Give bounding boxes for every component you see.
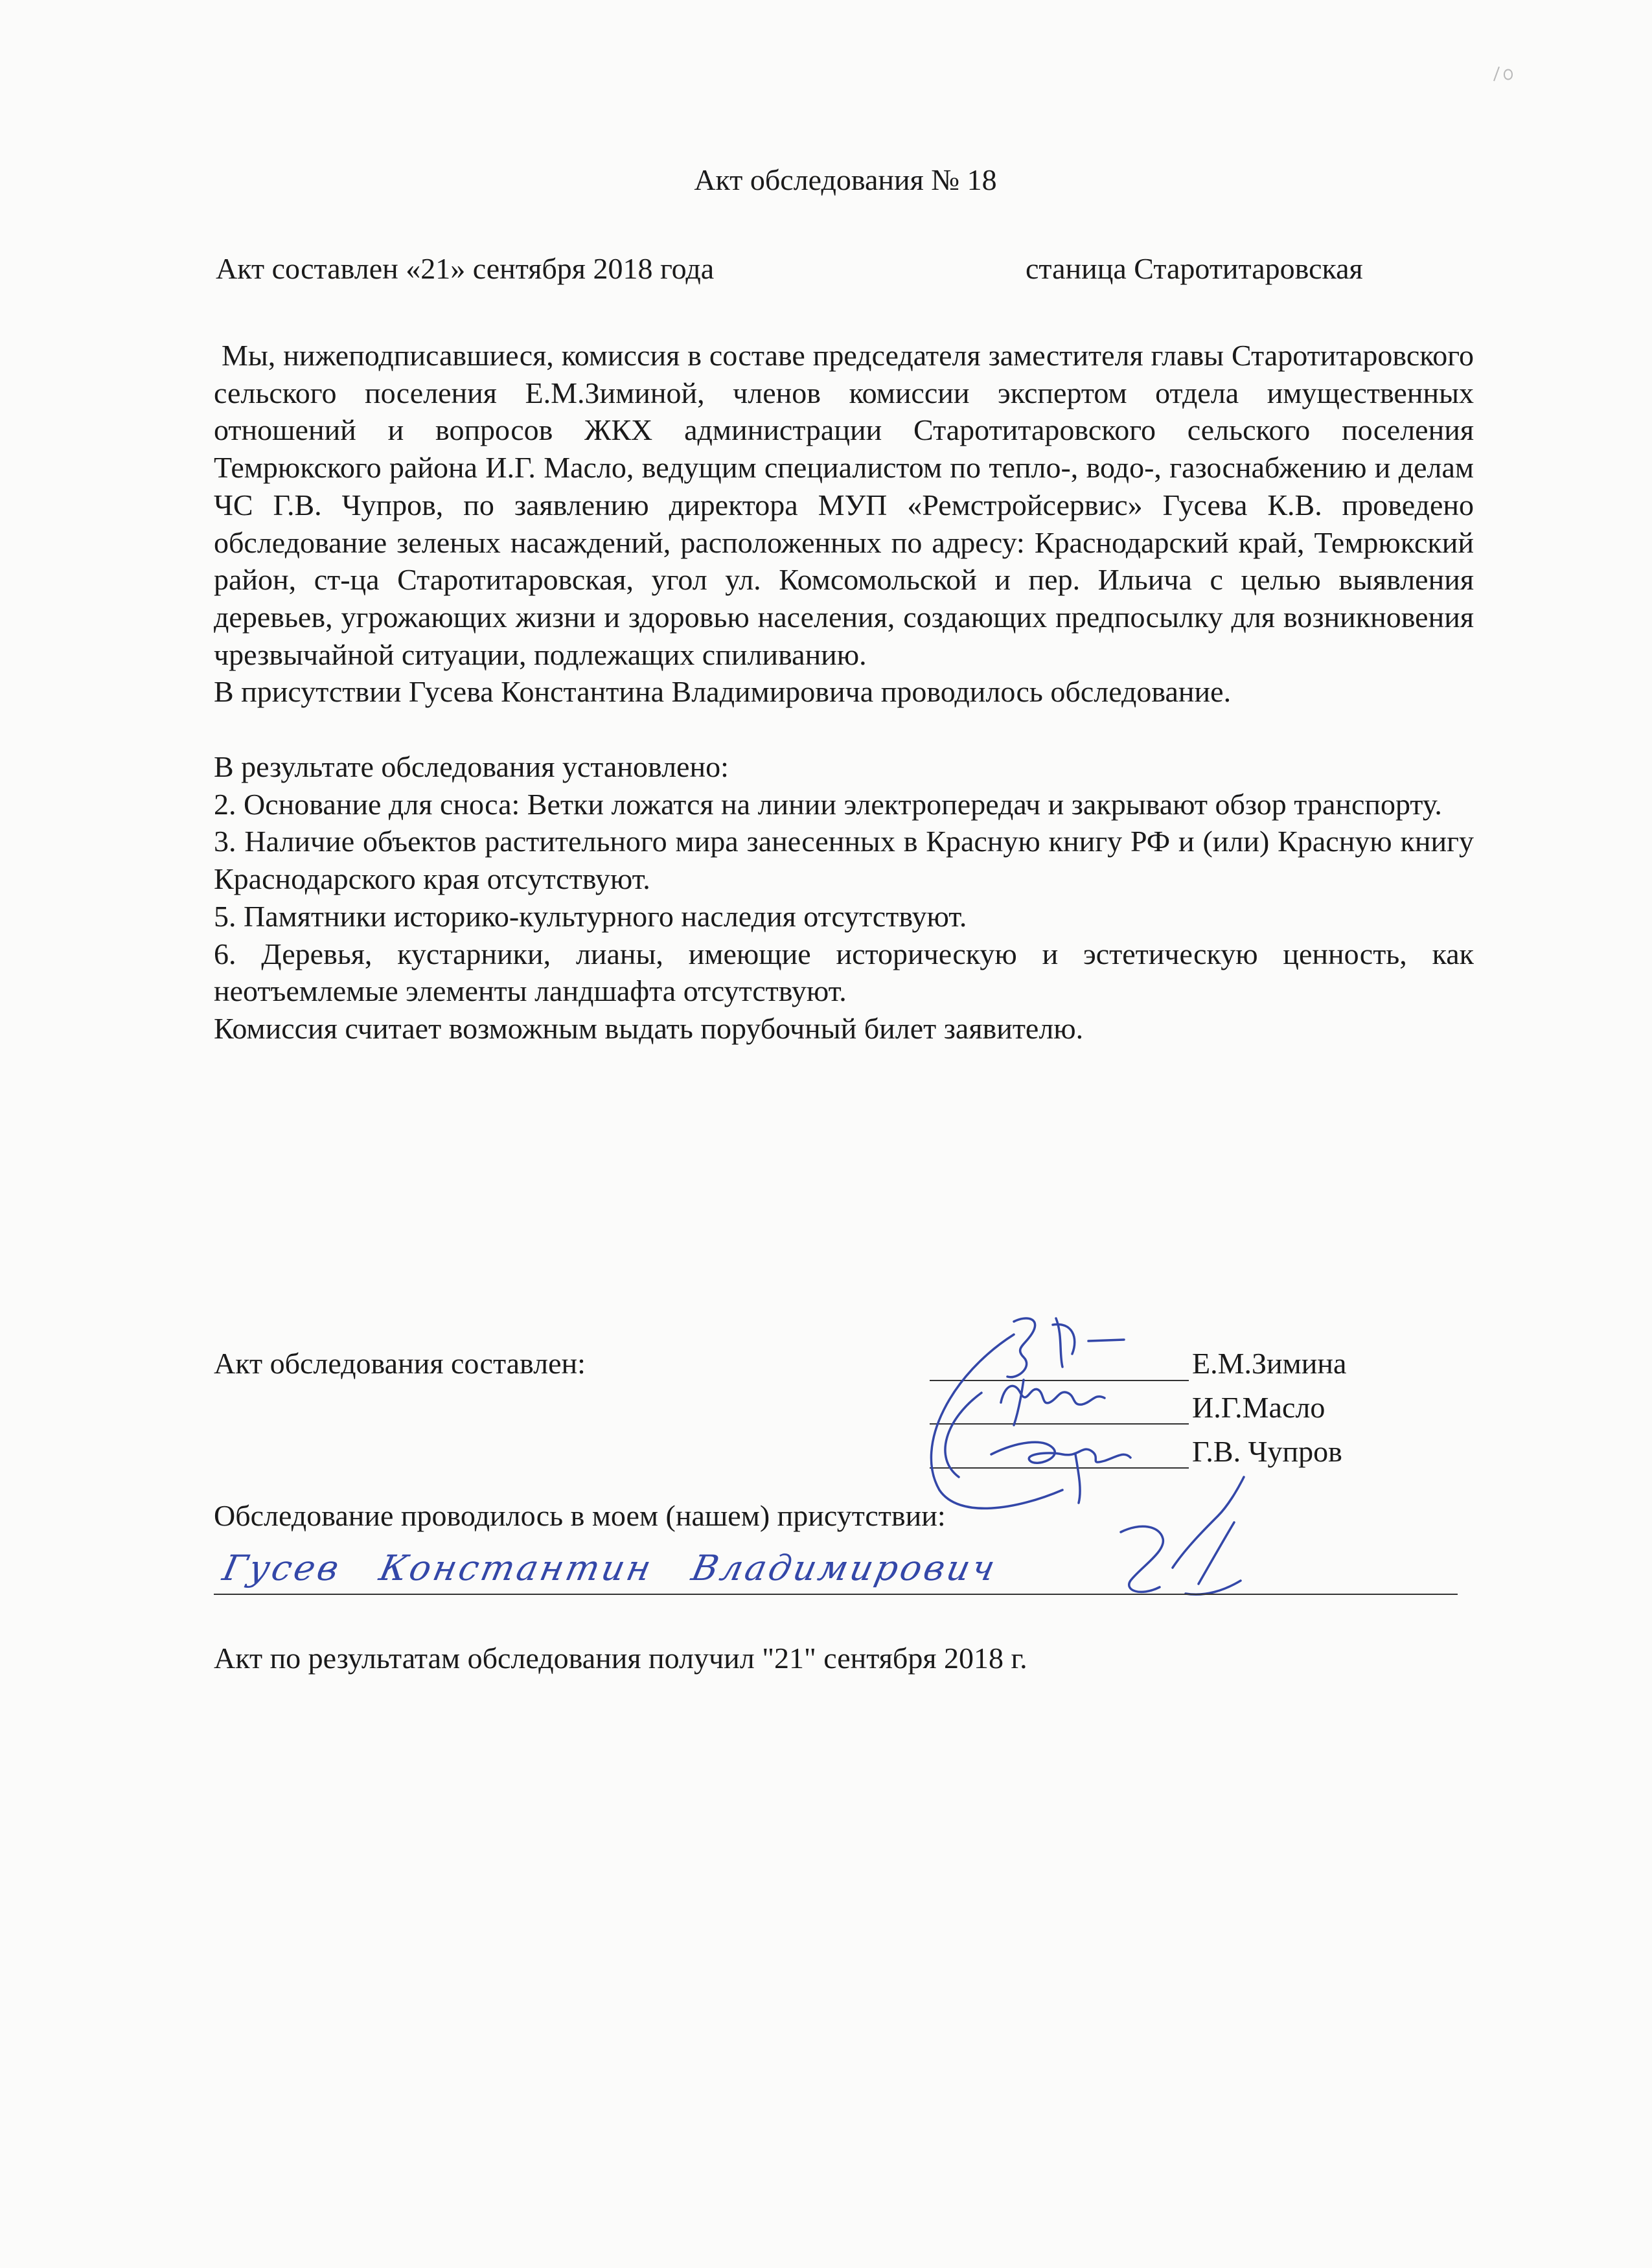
presence-paragraph: В присутствии Гусева Константина Владимировича проводилось обследование.: [214, 675, 1232, 709]
signatures-label: Акт обследования составлен:: [214, 1347, 586, 1380]
finding-item-5: 5. Памятники историко-культурного наследия отсутствуют.: [214, 899, 967, 933]
witness-signature: [1114, 1471, 1257, 1620]
finding-item-3: 3. Наличие объектов растительного мира занесенных в Красную книгу РФ и (или) Красную книгу Краснодарского края отсутствуют.: [214, 825, 1474, 896]
act-date: Акт составлен «21» сентября 2018 года: [216, 252, 715, 285]
signer-name-1: Е.М.Зимина: [1192, 1347, 1347, 1380]
date-place-line: [216, 249, 1463, 288]
document-body: [214, 337, 1474, 1048]
presence-label: Обследование проводилось в моем (нашем) присутствии:: [214, 1499, 946, 1532]
act-place: станица Старотитаровская: [1026, 252, 1363, 285]
intro-paragraph: Мы, нижеподписавшиеся, комиссия в составе председателя заместителя главы Старотитаровского сельского поселения Е.М.Зиминой, членов комиссии экспертом отдела имущественных отношений и вопросов ЖКХ администрации Старотитаровского сельского поселения Темрюкского района И.Г. Масло, ведущим специалистом по тепло-, водо-, газоснабжению и делам ЧС Г.В. Чупров, по заявлению директора МУП «Ремстройсервис» Гусева К.В. проведено обследование зеленых насаждений, расположенных по адресу: Краснодарский край, Темрюкский район, ст-ца Старотитаровская, угол ул. Комсомольской и пер. Ильича с целью выявления деревьев, угрожающих жизни и здоровью населения, создающих предпосылку для возникновения чрезвычайной ситуации, подлежащих спиливанию.: [214, 339, 1474, 671]
commission-conclusion: Комиссия считает возможным выдать порубочный билет заявителю.: [214, 1011, 1084, 1045]
finding-item-2: 2. Основание для сноса: Ветки ложатся на линии электропередач и закрывают обзор транспорту.: [214, 787, 1442, 821]
signer-name-2: И.Г.Масло: [1192, 1391, 1325, 1424]
signatures-block: [214, 1331, 1474, 1500]
document-title: Акт обследования № 18: [694, 163, 997, 196]
signer-name-3: Г.В. Чупров: [1192, 1435, 1342, 1468]
witness-handwritten-name: Гусев Константин Владимирович: [219, 1548, 1002, 1588]
finding-item-6: 6. Деревья, кустарники, лианы, имеющие историческую и эстетическую ценность, как неотъемлемые элементы ландшафта отсутствуют.: [214, 937, 1474, 1008]
receipt-statement: Акт по результатам обследования получил "21" сентября 2018 г.: [214, 1642, 1027, 1675]
findings-heading: В результате обследования установлено:: [214, 750, 729, 784]
witness-signature-line: [214, 1594, 1458, 1595]
corner-pencil-mark: [1490, 62, 1516, 87]
